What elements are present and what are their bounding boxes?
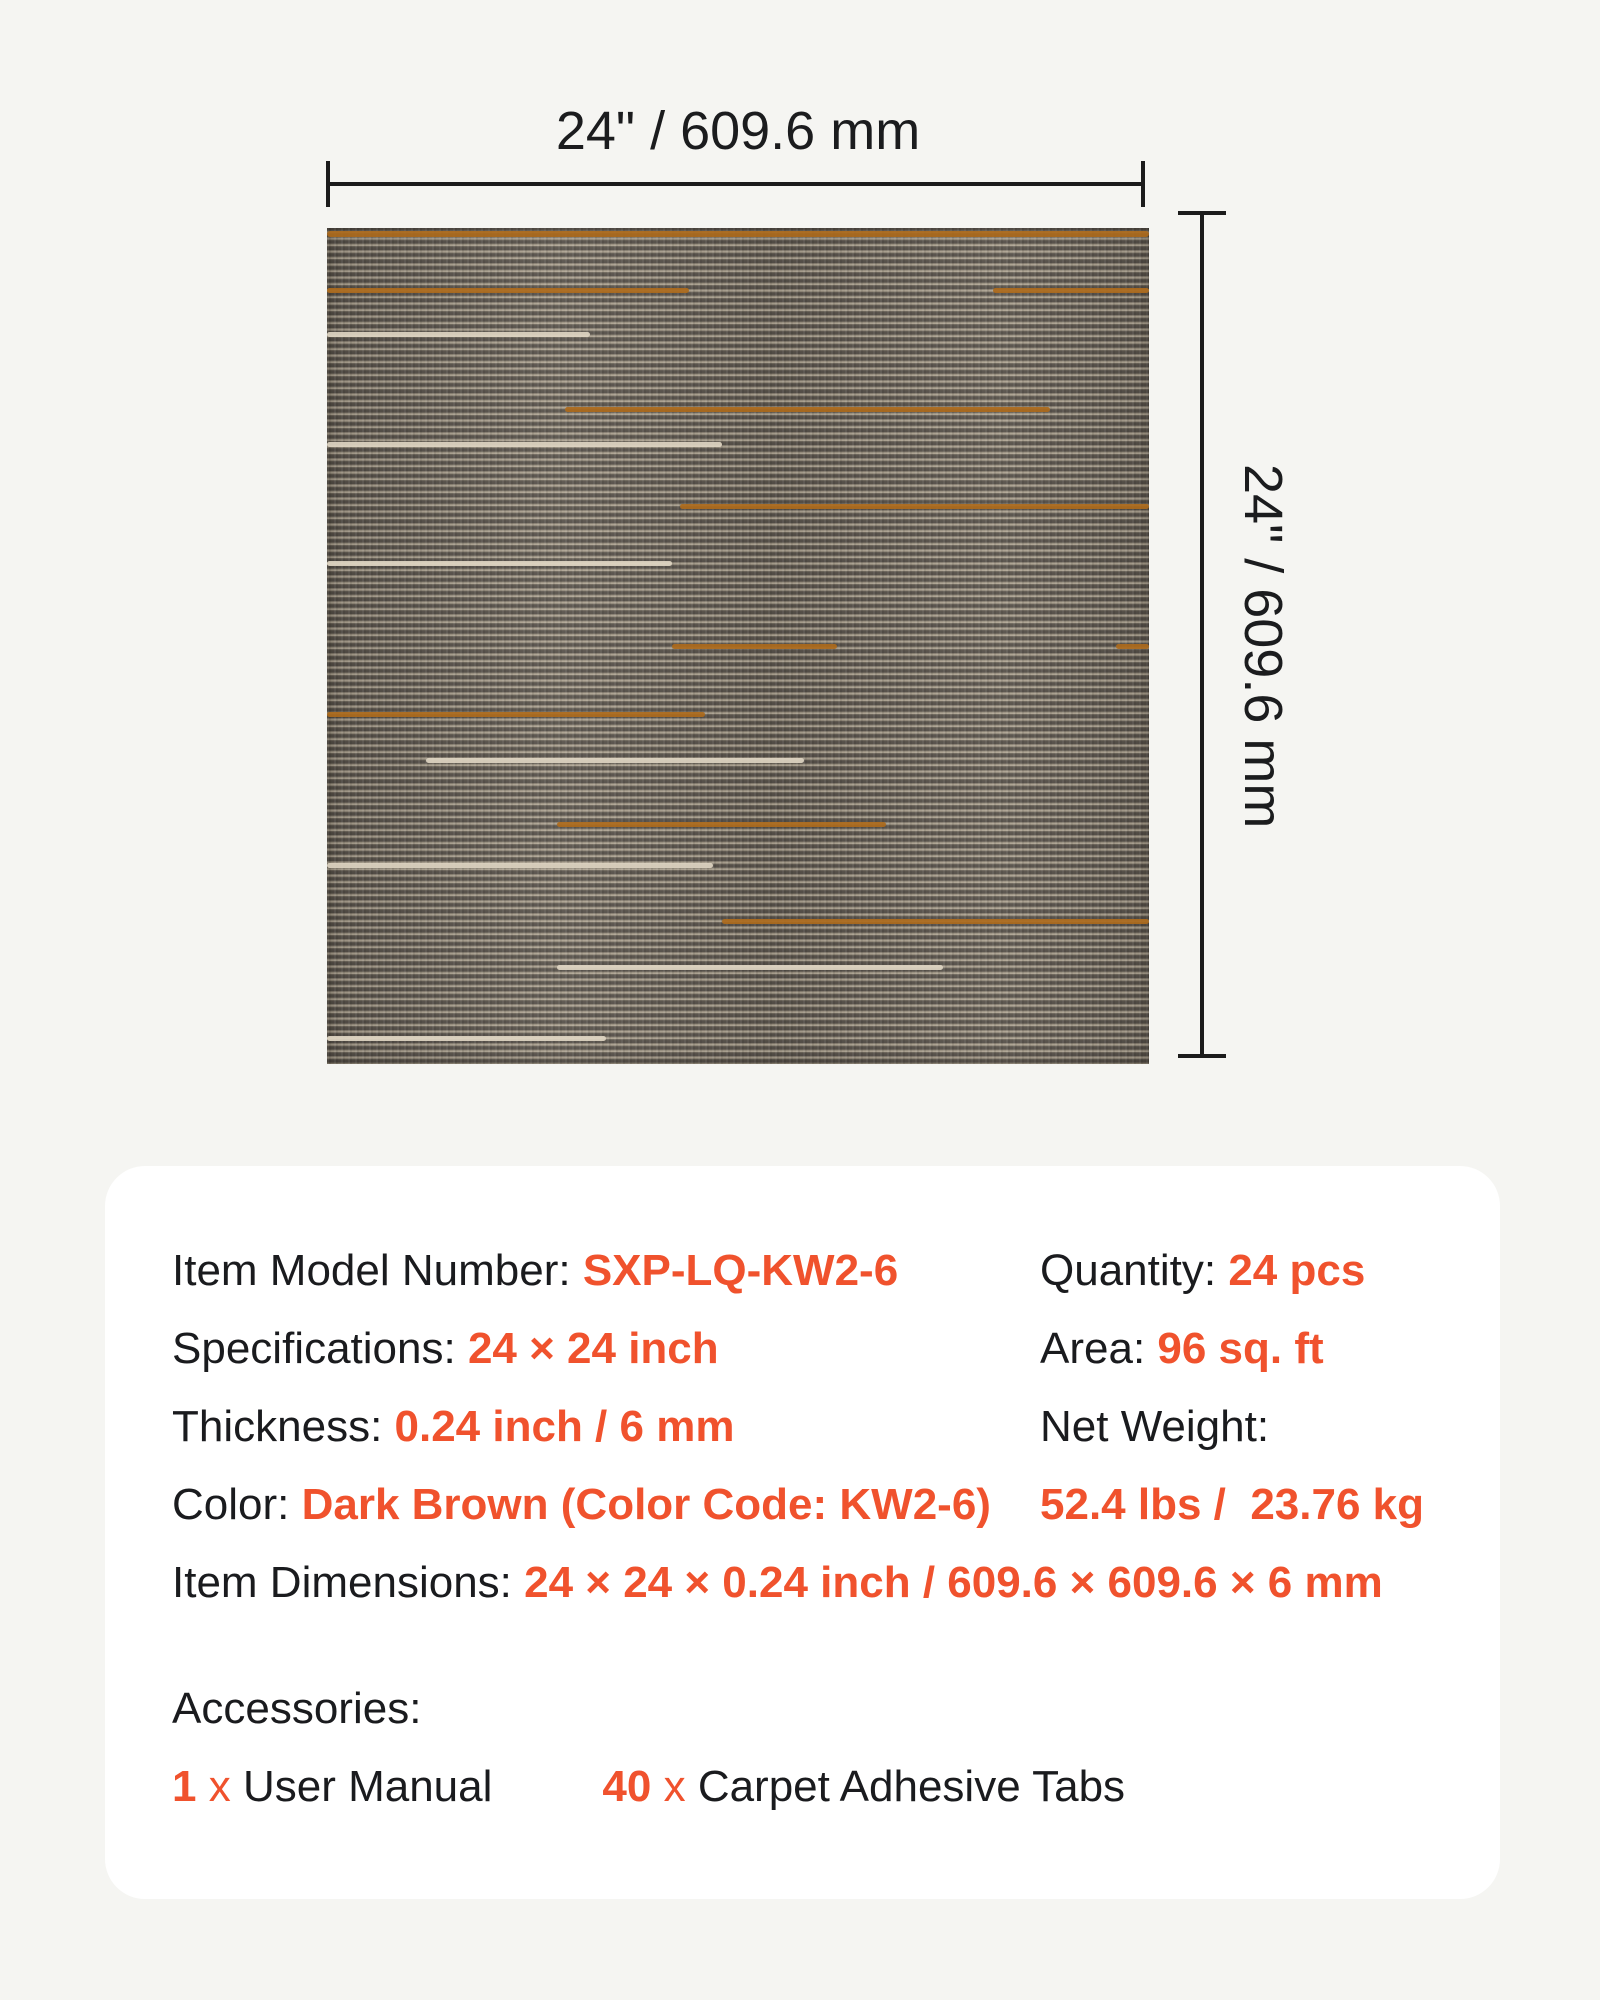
spec-row-model xyxy=(172,1232,1040,1310)
area-value: 96 sq. ft xyxy=(1157,1324,1324,1373)
specifications-label: Specifications: xyxy=(172,1324,468,1373)
spec-row-net-weight-value xyxy=(1040,1466,1460,1544)
color-label: Color: xyxy=(172,1480,302,1529)
spec-row-net-weight-label xyxy=(1040,1388,1460,1466)
accessories-line xyxy=(172,1748,1460,1826)
spec-grid xyxy=(172,1232,1460,1622)
side-dimension-line xyxy=(1200,211,1204,1058)
quantity-value: 24 pcs xyxy=(1228,1246,1366,1295)
carpet-accent-stripe-cream xyxy=(327,863,713,868)
item-dimensions-label: Item Dimensions: xyxy=(172,1558,525,1607)
spec-row-color xyxy=(172,1466,1040,1544)
spec-card xyxy=(105,1166,1500,1899)
accessory-qty: 40 xyxy=(602,1762,652,1811)
spec-row-specifications xyxy=(172,1310,1040,1388)
side-dimension-tick-top xyxy=(1178,211,1226,215)
accessory-times: x xyxy=(663,1762,686,1811)
spec-row-quantity xyxy=(1040,1232,1460,1310)
accessory-qty: 1 xyxy=(172,1762,197,1811)
spec-row-area xyxy=(1040,1310,1460,1388)
carpet-accent-stripe-orange xyxy=(672,644,836,649)
net-weight-value: 52.4 lbs / 23.76 kg xyxy=(1040,1480,1425,1529)
color-value: Dark Brown (Color Code: KW2-6) xyxy=(301,1480,991,1529)
top-dimension-line xyxy=(328,182,1145,186)
accessory-item-adhesive-tabs xyxy=(602,1762,1125,1811)
top-dimension-label: 24" / 609.6 mm xyxy=(555,101,921,161)
spec-row-thickness xyxy=(172,1388,1040,1466)
thickness-label: Thickness: xyxy=(172,1402,395,1451)
spec-row-item-dimensions xyxy=(172,1544,1460,1622)
accessory-item-user-manual xyxy=(172,1762,492,1811)
model-value: SXP-LQ-KW2-6 xyxy=(582,1246,899,1295)
carpet-accent-stripe-cream xyxy=(327,332,590,337)
accessory-label: User Manual xyxy=(242,1762,493,1811)
carpet-accent-stripe-cream xyxy=(426,758,804,763)
carpet-accent-stripe-orange xyxy=(327,231,1149,237)
quantity-label: Quantity: xyxy=(1040,1246,1229,1295)
carpet-accent-stripe-cream xyxy=(327,561,672,566)
carpet-accent-stripe-orange xyxy=(327,288,689,293)
carpet-accent-stripe-cream xyxy=(327,442,722,447)
top-dimension-tick-right xyxy=(1141,161,1145,207)
carpet-accent-stripe-orange xyxy=(557,822,886,827)
carpet-accent-stripe-orange xyxy=(565,407,1050,412)
top-dimension-tick-left xyxy=(326,161,330,207)
area-label: Area: xyxy=(1040,1324,1158,1373)
accessory-times: x xyxy=(208,1762,231,1811)
net-weight-label: Net Weight: xyxy=(1040,1402,1270,1451)
carpet-tile-image xyxy=(327,228,1149,1064)
carpet-accent-stripe-orange xyxy=(680,504,1149,509)
item-dimensions-value: 24 × 24 × 0.24 inch / 609.6 × 609.6 × 6 mm xyxy=(524,1558,1383,1607)
carpet-accent-stripe-orange xyxy=(993,288,1149,293)
carpet-accent-stripe-orange xyxy=(722,919,1149,924)
side-dimension-tick-bottom xyxy=(1178,1054,1226,1058)
model-label: Item Model Number: xyxy=(172,1246,583,1295)
carpet-accent-stripe-orange xyxy=(1116,644,1149,649)
specifications-value: 24 × 24 inch xyxy=(467,1324,719,1373)
side-dimension-label: 24" / 609.6 mm xyxy=(1233,463,1294,829)
accessory-label: Carpet Adhesive Tabs xyxy=(697,1762,1126,1811)
carpet-accent-stripe-cream xyxy=(557,965,943,970)
carpet-accent-stripe-orange xyxy=(327,712,705,717)
accessories-heading: Accessories: xyxy=(172,1684,422,1733)
thickness-value: 0.24 inch / 6 mm xyxy=(394,1402,735,1451)
carpet-accent-stripe-cream xyxy=(327,1036,606,1041)
